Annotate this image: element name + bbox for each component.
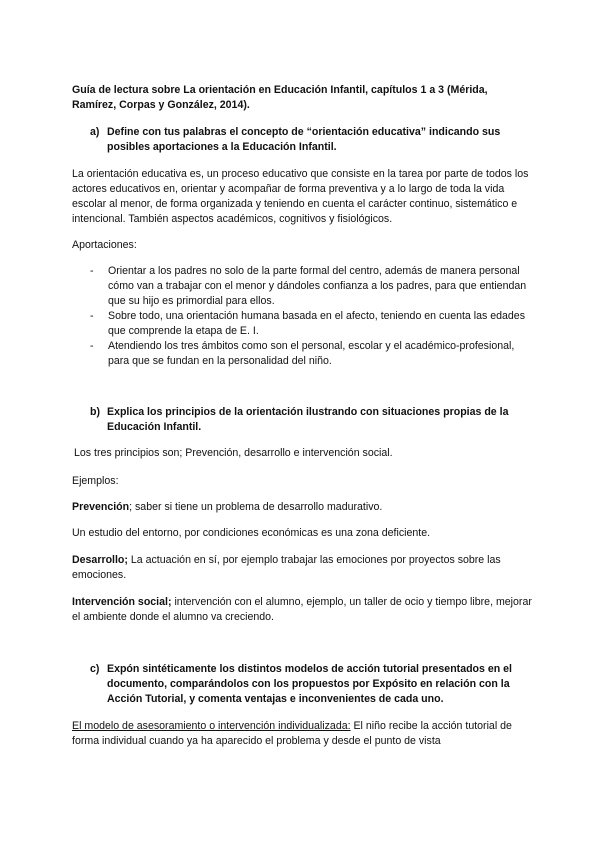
model-paragraph: [72, 719, 532, 749]
list-item: [90, 264, 530, 309]
prevencion-text: ; saber si tiene un problema de desarrollo madurativo.: [129, 501, 383, 513]
model-text: El niño recibe la acción tutorial de forma individual cuando ya ha aparecido el problema y desde el punto de vista: [72, 720, 512, 747]
examples-label: Ejemplos:: [72, 475, 119, 487]
prevencion-term: Prevención: [72, 501, 130, 513]
contributions-label: Aportaciones:: [72, 239, 137, 251]
question-a-text: Define con tus palabras el concepto de “orientación educativa” indicando sus posibles aportaciones a la Educación Infantil.: [107, 126, 501, 153]
intervencion-term: Intervención social;: [72, 596, 172, 608]
question-a-label: a): [90, 126, 100, 138]
intervencion-text: intervención con el alumno, ejemplo, un taller de ocio y tiempo libre, mejorar el ambiente donde el alumno va creciendo.: [72, 596, 532, 623]
desarrollo-text: La actuación en sí, por ejemplo trabajar las emociones por proyectos sobre las emociones.: [72, 554, 501, 581]
intervencion-paragraph: [72, 595, 532, 625]
question-c-label: c): [90, 663, 100, 675]
bullet-dash: -: [90, 340, 94, 352]
question-c: [90, 662, 530, 707]
question-b-label: b): [90, 406, 100, 418]
contributions-list: [90, 264, 530, 369]
question-a: [90, 125, 530, 155]
entorno-paragraph: Un estudio del entorno, por condiciones económicas es una zona deficiente.: [72, 527, 431, 539]
question-b: [90, 405, 530, 435]
model-title: El modelo de asesoramiento o intervención individualizada:: [72, 720, 351, 732]
answer-a-paragraph: La orientación educativa es, un proceso educativo que consiste en la tarea por parte de todos los actores educativos en, orientar y acompañar de forma preventiva y a lo largo de toda la vida escolar al menor, de forma organizada y teniendo en cuenta el carácter continuo, sistemático e intencional. También aspectos académicos, cognitivos y fisiológicos.: [72, 168, 529, 225]
contribution-text: Orientar a los padres no solo de la parte formal del centro, además de manera personal cómo van a trabajar con el menor y dándoles confianza a los padres, para que entiendan que su hijo es primordial para ellos.: [108, 265, 527, 307]
desarrollo-paragraph: [72, 553, 532, 583]
bullet-dash: -: [90, 310, 94, 322]
question-b-text: Explica los principios de la orientación ilustrando con situaciones propias de la Educación Infantil.: [107, 406, 509, 433]
contribution-text: Atendiendo los tres ámbitos como son el personal, escolar y el académico-profesional, para que se fundan en la personalidad del niño.: [108, 340, 515, 367]
bullet-dash: -: [90, 265, 94, 277]
contribution-text: Sobre todo, una orientación humana basada en el afecto, teniendo en cuenta las edades que comprende la etapa de E. I.: [108, 310, 525, 337]
desarrollo-term: Desarrollo;: [72, 554, 128, 566]
list-item: [90, 309, 530, 339]
list-item: [90, 339, 530, 369]
document-title: Guía de lectura sobre La orientación en Educación Infantil, capítulos 1 a 3 (Mérida, Ramírez, Corpas y González, 2014).: [72, 84, 488, 111]
question-c-text: Expón sintéticamente los distintos modelos de acción tutorial presentados en el documento, comparándolos con los propuestos por Expósito en relación con la Acción Tutorial, y comenta ventajas e inconvenientes de cada uno.: [107, 663, 513, 705]
prevencion-paragraph: [72, 500, 532, 515]
principles-text: Los tres principios son; Prevención, desarrollo e intervención social.: [74, 447, 393, 459]
